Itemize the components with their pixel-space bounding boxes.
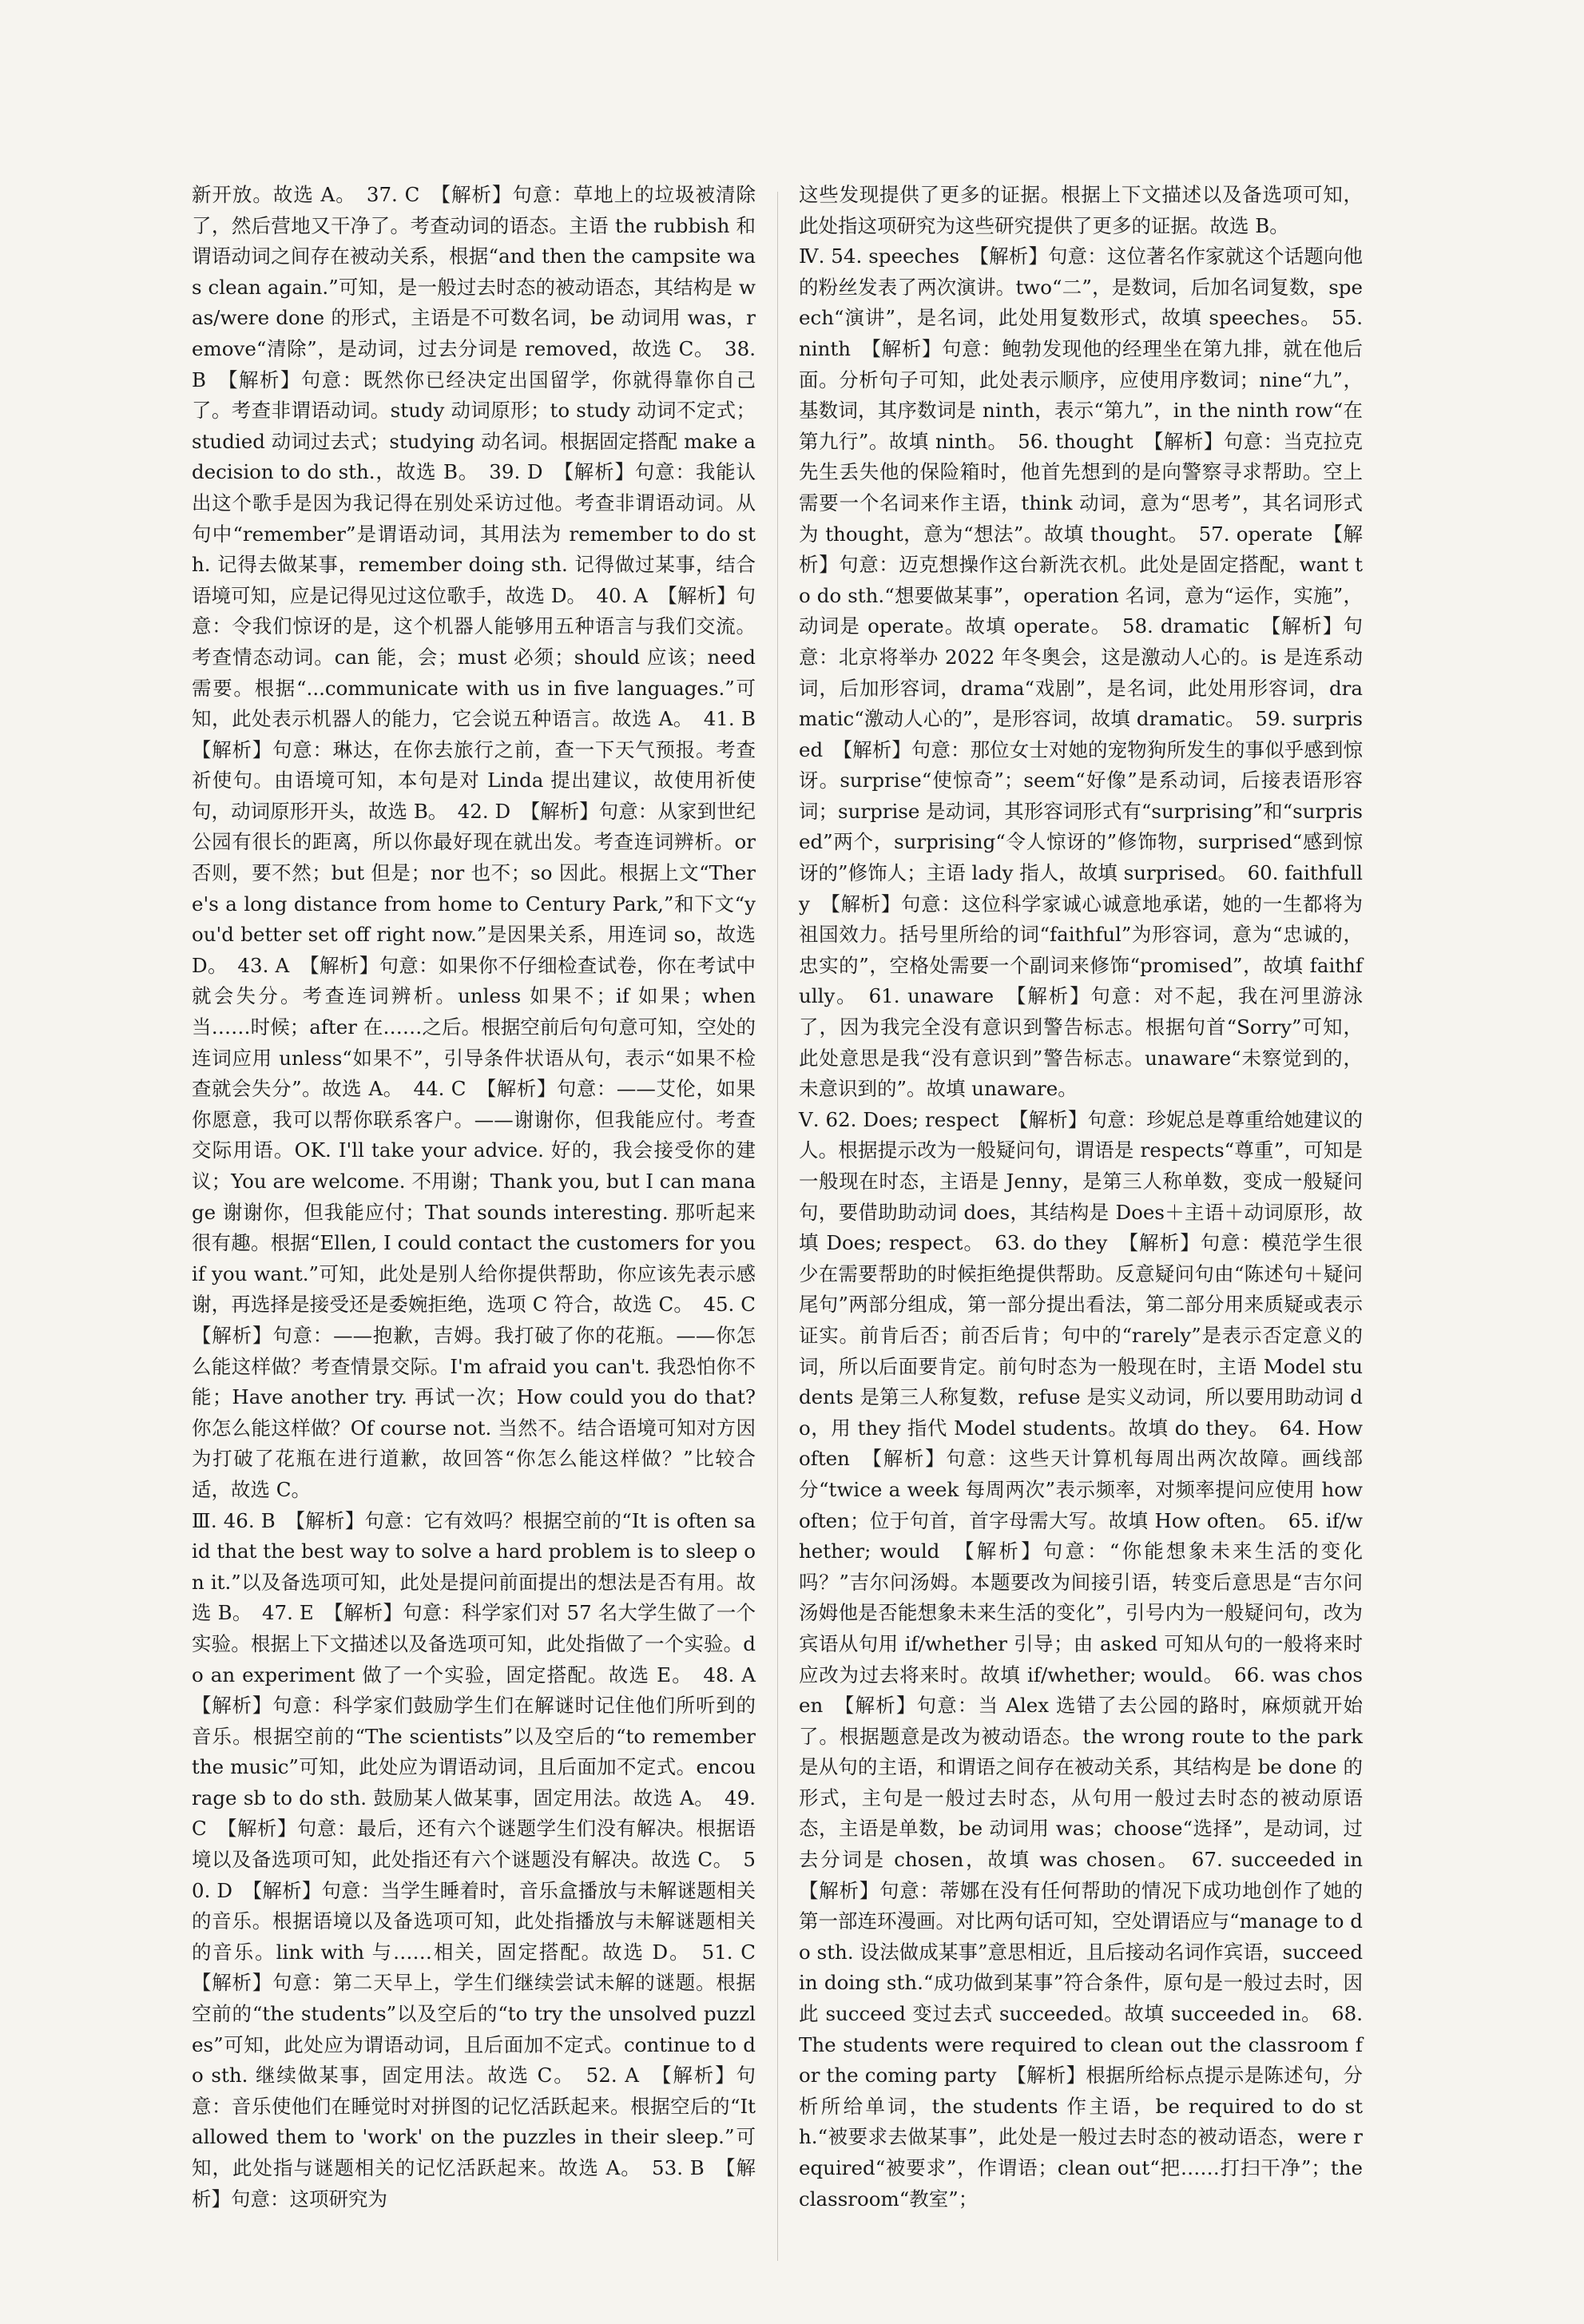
column-divider bbox=[777, 192, 778, 2261]
right-paragraph-1: 这些发现提供了更多的证据。根据上下文描述以及备选项可知，此处指这项研究为这些研究提供了更多的证据。故选 B。 bbox=[799, 183, 1363, 237]
right-paragraph-3: Ⅴ. 62. Does; respect 【解析】句意：珍妮总是尊重给她建议的人。根据提示改为一般疑问句，谓语是 respects“尊重”，可知是一般现在时态，主语是 Jenny，是第三人称单数，变成一般疑问句，要借助助动词 does，其结构是 Does＋主语＋动词原形，故填 Does; respect。 63. do they 【解析】句意：模范学生很少在需要帮助的时候拒绝提供帮助。反意疑问句由“陈述句＋疑问尾句”两部分组成，第一部分提出看法，第二部分用来质疑或表示证实。前肯后否；前否后肯；句中的“rarely”是表示否定意义的词，所以后面要肯定。前句时态为一般现在时，主语 Model students 是第三人称复数，refuse 是实义动词，所以要用助动词 do，用 they 指代 Model students。故填 do they。 64. How often 【解析】句意：这些天计算机每周出两次故障。画线部分“twice a week 每周两次”表示频率，对频率提问应使用 how often；位于句首，首字母需大写。故填 How often。 65. if/whether; would 【解析】句意：“你能想象未来生活的变化吗？”吉尔问汤姆。本题要改为间接引语，转变后意思是“吉尔问汤姆他是否能想象未来生活的变化”，引号内为一般疑问句，改为宾语从句用 if/whether 引导；由 asked 可知从句的一般将来时应改为过去将来时。故填 if/whether; would。 66. was chosen 【解析】句意：当 Alex 选错了去公园的路时，麻烦就开始了。根据题意是改为被动语态。the wrong route to the park 是从句的主语，和谓语之间存在被动关系，其结构是 be done 的形式，主句是一般过去时态，从句用一般过去时态的被动原语态，主语是单数，be 动词用 was；choose“选择”，是动词，过去分词是 chosen，故填 was chosen。 67. succeeded in 【解析】句意：蒂娜在没有任何帮助的情况下成功地创作了她的第一部连环漫画。对比两句话可知，空处谓语应与“manage to do sth. 设法做成某事”意思相近，且后接动名词作宾语，succeed in doing sth.“成功做到某事”符合条件，原句是一般过去时，因此 succeed 变过去式 succeeded。故填 succeeded in。 68. The students were required to clean out the classroom for the coming party 【解析】根据所给标点提示是陈述句，分析所给单词，the students 作主语，be required to do sth.“被要求去做某事”，此处是一般过去时态的被动语态，were required“被要求”，作谓语；clean out“把……打扫干净”；the classroom“教室”； bbox=[799, 1107, 1383, 2211]
left-paragraph-1: 新开放。故选 A。 37. C 【解析】句意：草地上的垃圾被清除了，然后营地又干净了。考查动词的语态。主语 the rubbish 和谓语动词之间存在被动关系，根据“and then the campsite was clean again.”可知，是一般过去时态的被动语态，其结构是 was/were done 的形式，主语是不可数名词，be 动词用 was，remove“清除”，是动词，过去分词是 removed，故选 C。 38. B 【解析】句意：既然你已经决定出国留学，你就得靠你自己了。考查非谓语动词。study 动词原形；to study 动词不定式；studied 动词过去式；studying 动名词。根据固定搭配 make a decision to do sth.，故选 B。 39. D 【解析】句意：我能认出这个歌手是因为我记得在别处采访过他。考查非谓语动词。从句中“remember”是谓语动词，其用法为 remember to do sth. 记得去做某事，remember doing sth. 记得做过某事，结合语境可知，应是记得见过这位歌手，故选 D。 40. A 【解析】句意：令我们惊讶的是，这个机器人能够用五种语言与我们交流。考查情态动词。can 能，会；must 必须；should 应该；need 需要。根据“...communicate with us in five languages.”可知，此处表示机器人的能力，它会说五种语言。故选 A。 41. B 【解析】句意：琳达，在你去旅行之前，查一下天气预报。考查祈使句。由语境可知，本句是对 Linda 提出建议，故使用祈使句，动词原形开头，故选 B。 42. D 【解析】句意：从家到世纪公园有很长的距离，所以你最好现在就出发。考查连词辨析。or 否则，要不然；but 但是；nor 也不；so 因此。根据上文“There's a long distance from home to Century Park,”和下文“you'd better set off right now.”是因果关系，用连词 so，故选 D。 43. A 【解析】句意：如果你不仔细检查试卷，你在考试中就会失分。考查连词辨析。unless 如果不；if 如果；when 当……时候；after 在……之后。根据空前后句句意可知，空处的连词应用 unless“如果不”，引导条件状语从句，表示“如果不检查就会失分”。故选 A。 44. C 【解析】句意：——艾伦，如果你愿意，我可以帮你联系客户。——谢谢你，但我能应付。考查交际用语。OK. I'll take your advice. 好的，我会接受你的建议；You are welcome. 不用谢；Thank you, but I can manage 谢谢你，但我能应付；That sounds interesting. 那听起来很有趣。根据“Ellen, I could contact the customers for you if you want.”可知，此处是别人给你提供帮助，你应该先表示感谢，再选择是接受还是委婉拒绝，选项 C 符合，故选 C。 45. C 【解析】句意：——抱歉，吉姆。我打破了你的花瓶。——你怎么能这样做？考查情景交际。I'm afraid you can't. 我恐怕你不能；Have another try. 再试一次；How could you do that? 你怎么能这样做？Of course not. 当然不。结合语境可知对方因为打破了花瓶在进行道歉，故回答“你怎么能这样做？”比较合适，故选 C。 bbox=[192, 183, 776, 1501]
scan-mark bbox=[703, 76, 735, 84]
left-column bbox=[192, 180, 776, 2273]
left-paragraph-2: Ⅲ. 46. B 【解析】句意：它有效吗？根据空前的“It is often said that the best way to solve a hard problem is to sleep on it.”以及备选项可知，此处是提问前面提出的想法是否有用。故选 B。 47. E 【解析】句意：科学家们对 57 名大学生做了一个实验。根据上下文描述以及备选项可知，此处指做了一个实验。do an experiment 做了一个实验，固定搭配。故选 E。 48. A 【解析】句意：科学家们鼓励学生们在解谜时记住他们所听到的音乐。根据空前的“The scientists”以及空后的“to remember the music”可知，此处应为谓语动词，且后面加不定式。encourage sb to do sth. 鼓励某人做某事，固定用法。故选 A。 49. C 【解析】句意：最后，还有六个谜题学生们没有解决。根据语境以及备选项可知，此处指还有六个谜题没有解决。故选 C。 50. D 【解析】句意：当学生睡着时，音乐盒播放与未解谜题相关的音乐。根据语境以及备选项可知，此处指播放与未解谜题相关的音乐。link with 与……相关，固定搭配。故选 D。 51. C 【解析】句意：第二天早上，学生们继续尝试未解的谜题。根据空前的“the students”以及空后的“to try the unsolved puzzles”可知，此处应为谓语动词，且后面加不定式。continue to do sth. 继续做某事，固定用法。故选 C。 52. A 【解析】句意：音乐使他们在睡觉时对拼图的记忆活跃起来。根据空后的“It allowed them to 'work' on the puzzles in their sleep.”可知，此处指与谜题相关的记忆活跃起来。故选 A。 53. B 【解析】句意：这项研究为 bbox=[192, 1508, 776, 2211]
right-column bbox=[799, 180, 1383, 2273]
right-paragraph-2: Ⅳ. 54. speeches 【解析】句意：这位著名作家就这个话题向他的粉丝发表了两次演讲。two“二”，是数词，后加名词复数，speech“演讲”，是名词，此处用复数形式，故填 speeches。 55. ninth 【解析】句意：鲍勃发现他的经理坐在第九排，就在他后面。分析句子可知，此处表示顺序，应使用序数词；nine“九”，基数词，其序数词是 ninth，表示“第九”，in the ninth row“在第九行”。故填 ninth。 56. thought 【解析】句意：当克拉克先生丢失他的保险箱时，他首先想到的是向警察寻求帮助。空上需要一个名词来作主语，think 动词，意为“思考”，其名词形式为 thought，意为“想法”。故填 thought。 57. operate 【解析】句意：迈克想操作这台新洗衣机。此处是固定搭配，want to do sth.“想要做某事”，operation 名词，意为“运作，实施”，动词是 operate。故填 operate。 58. dramatic 【解析】句意：北京将举办 2022 年冬奥会，这是激动人心的。is 是连系动词，后加形容词，drama“戏剧”，是名词，此处用形容词，dramatic“激动人心的”，是形容词，故填 dramatic。 59. surprised 【解析】句意：那位女士对她的宠物狗所发生的事似乎感到惊讶。surprise“使惊奇”；seem“好像”是系动词，后接表语形容词；surprise 是动词，其形容词形式有“surprising”和“surprised”两个，surprising“令人惊讶的”修饰物，surprised“感到惊讶的”修饰人；主语 lady 指人，故填 surprised。 60. faithfully 【解析】句意：这位科学家诚心诚意地承诺，她的一生都将为祖国效力。括号里所给的词“faithful”为形容词，意为“忠诚的，忠实的”，空格处需要一个副词来修饰“promised”，故填 faithfully。 61. unaware 【解析】句意：对不起，我在河里游泳了，因为我完全没有意识到警告标志。根据句首“Sorry”可知，此处意思是我“没有意识到”警告标志。unaware“未察觉到的，未意识到的”。故填 unaware。 bbox=[799, 244, 1363, 1101]
